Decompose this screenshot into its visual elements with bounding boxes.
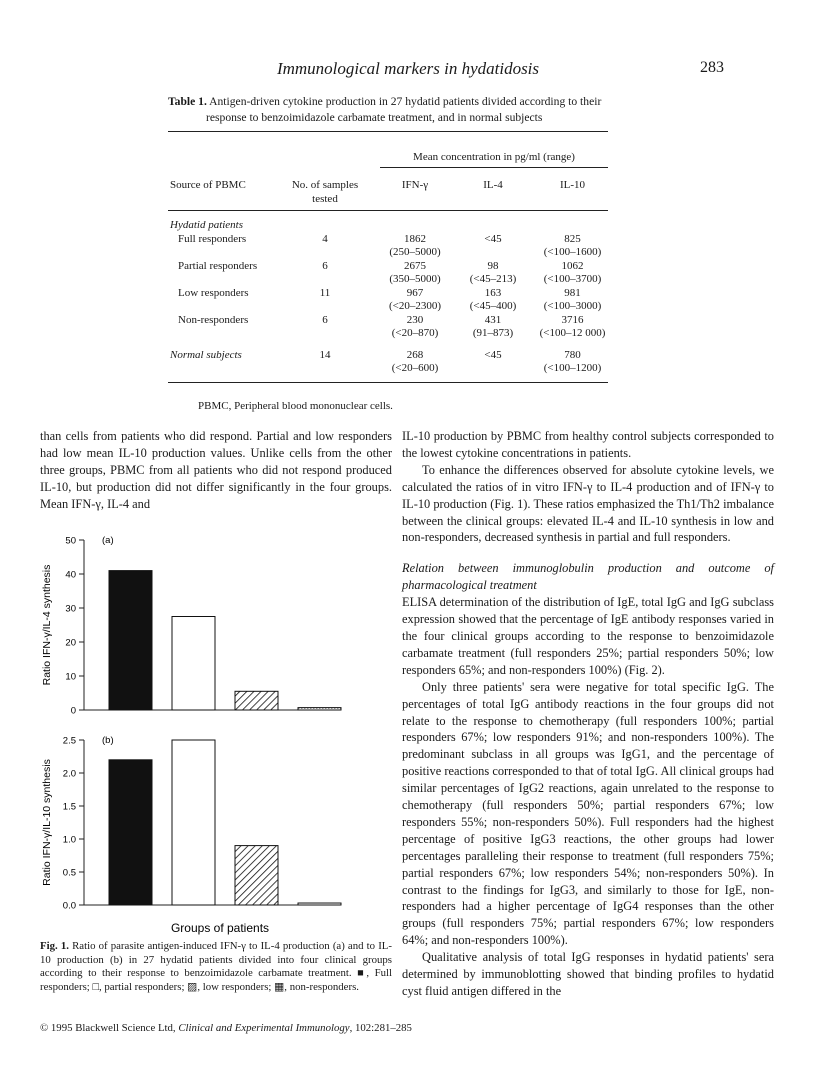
- row-il10: 825: [564, 233, 581, 245]
- bar-partial-responders: [172, 617, 215, 711]
- page-number: 283: [700, 59, 724, 76]
- row-n: 11: [319, 287, 331, 299]
- figure-caption-label: Fig. 1.: [40, 940, 69, 952]
- figure-caption-text: Ratio of parasite antigen-induced IFN-γ to IL-4 production (a) and to IL-10 production (b) in 27 hydatid patients divided into four clinical groups according to their response to benzoimidazole carbamate treatment. ■, Full responders; □, partial responders; ▨, low responders; ▦, non-responders.: [40, 940, 392, 993]
- chart-panel-b: [41, 735, 341, 912]
- row-label: Low responders: [178, 287, 249, 299]
- row-il10-range: (<100–3700): [543, 273, 602, 285]
- copyright-footer: [40, 1022, 412, 1034]
- row-label: Partial responders: [178, 260, 258, 272]
- row-il4-range: (<45–213): [469, 273, 517, 285]
- row-il4: <45: [484, 233, 502, 245]
- table-top-rule: [168, 131, 608, 132]
- row-ifn-range: (<20–2300): [388, 300, 442, 312]
- table-caption: [168, 94, 648, 126]
- y-axis-label: Ratio IFN-γ/IL-4 synthesis: [41, 564, 53, 686]
- y-tick-label: 2.0: [62, 768, 76, 780]
- panel-label: (a): [102, 535, 114, 546]
- row-ifn-range: (250–5000): [389, 246, 441, 258]
- row-label: Non-responders: [178, 314, 249, 326]
- figure-1: [40, 530, 370, 940]
- row-il10: 1062: [561, 260, 584, 272]
- bar-low-responders: [235, 691, 278, 710]
- right-paragraph-1: IL-10 production by PBMC from healthy control subjects corresponded to the lowest cytokine concentrations in patients.: [402, 429, 774, 460]
- table-bottom-rule: [168, 382, 608, 383]
- row-n: 4: [322, 233, 328, 245]
- panel-label: (b): [102, 735, 114, 746]
- y-tick-label: 10: [65, 671, 76, 683]
- header-rule: [168, 210, 608, 211]
- row-il10-range: (<100–1600): [543, 246, 602, 258]
- super-header-rule: [380, 167, 608, 168]
- journal-name: Clinical and Experimental Immunology: [178, 1022, 350, 1034]
- row-il4: <45: [484, 349, 502, 361]
- col-il4: IL-4: [483, 179, 503, 191]
- bar-partial-responders: [172, 740, 215, 905]
- col-samples-2: tested: [312, 193, 338, 205]
- row-il10: 3716: [561, 314, 584, 326]
- left-paragraph: than cells from patients who did respond. Partial and low responders had low mean IL-10 production values. Unlike cells from the other three groups, PBMC from all patients who did not respond produced IL-10, but production did not differ significantly in the four groups. Mean IFN-γ, IL-4 and: [40, 429, 392, 511]
- left-column-text: [40, 428, 392, 513]
- bar-non-responders: [298, 903, 341, 905]
- right-paragraph-3: ELISA determination of the distribution of IgE, total IgG and IgG subclass expression showed that the percentage of IgE antibody responses varied in the four clinical groups according to the response to benzoimidazole carbamate treatment (full responders 25%; partial responders 50%; low responders 65%; and non-responders 100%) (Fig. 2).: [402, 595, 774, 677]
- y-tick-label: 1.0: [62, 834, 76, 846]
- col-samples-1: No. of samples: [291, 179, 359, 191]
- y-axis-label: Ratio IFN-γ/IL-10 synthesis: [41, 759, 53, 886]
- row-ifn: 1862: [404, 233, 426, 245]
- right-paragraph-2: To enhance the differences observed for absolute cytokine levels, we calculated the ratios of in vitro IFN-γ to IL-4 production and of IFN-γ to IL-10 production (Fig. 1). These ratios emphasized the Th1/Th2 imbalance between the clinical groups: elevated IL-4 and IL-10 synthesis in low and non-responders, decreased synthesis in partial and full responders.: [402, 462, 774, 545]
- col-il10: IL-10: [559, 179, 586, 191]
- bar-non-responders: [298, 708, 341, 710]
- y-tick-label: 20: [65, 637, 76, 649]
- section-heading: Relation between immunoglobulin production and outcome of pharmacological treatment: [402, 561, 774, 593]
- col-ifn: IFN-γ: [401, 179, 429, 191]
- row-il4: 98: [487, 260, 499, 272]
- row-ifn: 2675: [404, 260, 426, 272]
- row-ifn-range: (350–5000): [389, 273, 441, 285]
- group-hydatid: Hydatid patients: [170, 219, 244, 231]
- y-tick-label: 2.5: [62, 735, 76, 747]
- row-ifn: 230: [406, 314, 424, 326]
- chart-panel-a: [41, 535, 341, 717]
- table-footnote: PBMC, Peripheral blood mononuclear cells.: [198, 400, 393, 412]
- y-tick-label: 30: [65, 603, 76, 615]
- right-paragraph-5: Qualitative analysis of total IgG responses in hydatid patients' sera determined by immunoblotting showed that binding profiles to hydatid cyst fluid antigen differed in the: [402, 950, 774, 998]
- x-axis-label: Groups of patients: [170, 921, 270, 935]
- row-il10-range: (<100–12 000): [539, 327, 606, 339]
- y-tick-label: 50: [65, 535, 76, 547]
- row-il4: 163: [484, 287, 502, 299]
- running-header-title: Immunological markers in hydatidosis: [276, 59, 540, 78]
- row-n: 6: [322, 314, 328, 326]
- journal-volume: , 102:281–285: [349, 1022, 412, 1034]
- row-il10-range: (<100–1200): [543, 362, 602, 374]
- table-caption-line1: Antigen-driven cytokine production in 27 hydatid patients divided according to their: [209, 95, 602, 108]
- y-tick-label: 1.5: [62, 801, 76, 813]
- y-tick-label: 0.5: [62, 867, 76, 879]
- row-il10: 780: [564, 349, 581, 361]
- super-header: Mean concentration in pg/ml (range): [413, 151, 575, 163]
- row-n: 6: [322, 260, 328, 272]
- copyright-prefix: © 1995 Blackwell Science Ltd,: [40, 1022, 179, 1034]
- row-ifn-range: (<20–870): [391, 327, 439, 339]
- bar-low-responders: [235, 846, 278, 905]
- right-column-text: [402, 428, 774, 1000]
- y-tick-label: 40: [65, 569, 76, 581]
- table-label: Table 1.: [168, 95, 207, 108]
- row-label: Normal subjects: [170, 349, 242, 361]
- row-ifn: 268: [406, 349, 424, 361]
- y-tick-label: 0.0: [62, 900, 76, 912]
- row-il4-range: (91–873): [472, 327, 514, 339]
- row-n: 14: [319, 349, 331, 361]
- row-label: Full responders: [178, 233, 247, 245]
- row-ifn-range: (<20–600): [391, 362, 439, 374]
- row-il10-range: (<100–3000): [543, 300, 602, 312]
- row-il10: 981: [564, 287, 581, 299]
- bar-full-responders: [109, 571, 152, 710]
- y-tick-label: 0: [70, 705, 76, 717]
- row-ifn: 967: [406, 287, 424, 299]
- right-paragraph-4: Only three patients' sera were negative for total specific IgG. The percentages of total IgG antibody reactions in the four groups did not relate to the response to chemotherapy (full responders 100%; partial responders 67%; low responders 91%; and non-responders 100%). The predominant subclass in all groups was IgG1, and the percentage of positive reactions corresponded to that of total IgG. All clinical groups had similar percentages of IgG2 reactions, again unrelated to the response to chemotherapy (full responders 50%; partial responders 67%; low responders 55%; non-responders 50%). Full responders had the highest percentage of positive IgG3 reactions, the other groups had lower percentages paralleling their response to treatment (full responders 75%; partial responders 67%; low responders 54%; non-responders 50%). In contrast to the findings for IgG3, and similarly to those for IgE, non-responders had a higher percentage of IgG4 responses than the other groups (full responders 75%; partial responders 67%; low responders 64%; and non-responders 100%).: [402, 679, 774, 948]
- figure-caption: [40, 940, 392, 994]
- table-caption-line2: response to benzoimidazole carbamate treatment, and in normal subjects: [206, 111, 543, 124]
- col-source: Source of PBMC: [170, 179, 246, 191]
- bar-full-responders: [109, 760, 152, 905]
- row-il4-range: (<45–400): [469, 300, 517, 312]
- row-il4: 431: [484, 314, 502, 326]
